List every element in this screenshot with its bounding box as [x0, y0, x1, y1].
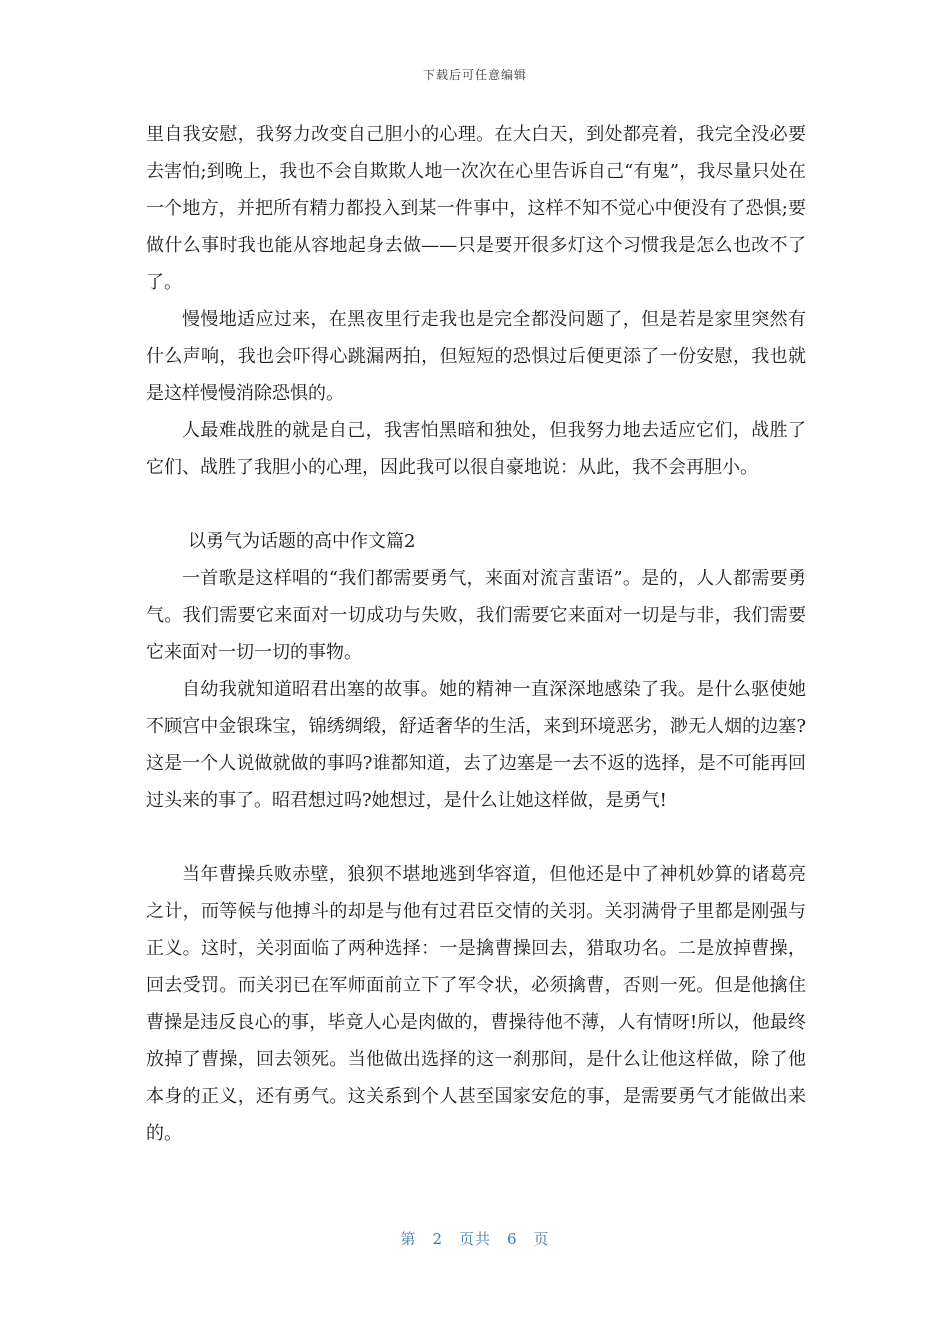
section-title: 以勇气为话题的高中作文篇2	[188, 531, 416, 552]
page-label-suffix: 页	[533, 1230, 550, 1248]
paragraph-3: 人最难战胜的就是自己，我害怕黑暗和独处，但我努力地去适应它们，战胜了它们、战胜了我胆小的心理，因此我可以很自豪地说：从此，我不会再胆小。	[146, 420, 806, 478]
paragraph-1: 里自我安慰，我努力改变自己胆小的心理。在大白天，到处都亮着，我完全没必要去害怕;到晚上，我也不会自欺欺人地一次次在心里告诉自己“有鬼”，我尽量只处在一个地方，并把所有精力都投入到某一件事中，这样不知不觉心中便没有了恐惧;要做什么事时我也能从容地起身去做——只是要开很多灯这个习惯我是怎么也改不了了。	[146, 124, 806, 293]
page-footer	[0, 1228, 950, 1249]
page-label-mid: 页共	[458, 1230, 491, 1248]
page-label-prefix: 第	[400, 1230, 417, 1248]
paragraph-5: 自幼我就知道昭君出塞的故事。她的精神一直深深地感染了我。是什么驱使她不顾宫中金银珠宝，锦绣绸缎，舒适奢华的生活，来到环境恶劣，渺无人烟的边塞?这是一个人说做就做的事吗?谁都知道，去了边塞是一去不返的选择，是不可能再回过头来的事了。昭君想过吗?她想过，是什么让她这样做，是勇气!	[146, 679, 806, 811]
paragraph-2: 慢慢地适应过来，在黑夜里行走我也是完全都没问题了，但是若是家里突然有什么声响，我也会吓得心跳漏两拍，但短短的恐惧过后便更添了一份安慰，我也就是这样慢慢消除恐惧的。	[146, 309, 806, 404]
paragraph-spacer	[146, 819, 806, 856]
paragraph-4: 一首歌是这样唱的“我们都需要勇气，来面对流言蜚语”。是的，人人都需要勇气。我们需要它来面对一切成功与失败，我们需要它来面对一切是与非，我们需要它来面对一切一切的事物。	[146, 568, 806, 663]
page-total-number: 6	[507, 1230, 518, 1248]
paragraph-6: 当年曹操兵败赤壁，狼狈不堪地逃到华容道，但他还是中了神机妙算的诸葛亮之计，而等候与他搏斗的却是与他有过君臣交情的关羽。关羽满骨子里都是刚强与正义。这时，关羽面临了两种选择：一是擒曹操回去，猎取功名。二是放掉曹操，回去受罚。而关羽已在军师面前立下了军令状，必须擒曹，否则一死。但是他擒住曹操是违反良心的事，毕竟人心是肉做的，曹操待他不薄，人有情呀!所以，他最终放掉了曹操，回去领死。当他做出选择的这一刹那间，是什么让他这样做，除了他本身的正义，还有勇气。这关系到个人甚至国家安危的事，是需要勇气才能做出来的。	[146, 864, 806, 1144]
document-body	[146, 116, 806, 1152]
page-current-number: 2	[432, 1230, 443, 1248]
section-spacer	[146, 486, 806, 523]
page-header: 下载后可任意编辑	[422, 68, 527, 82]
